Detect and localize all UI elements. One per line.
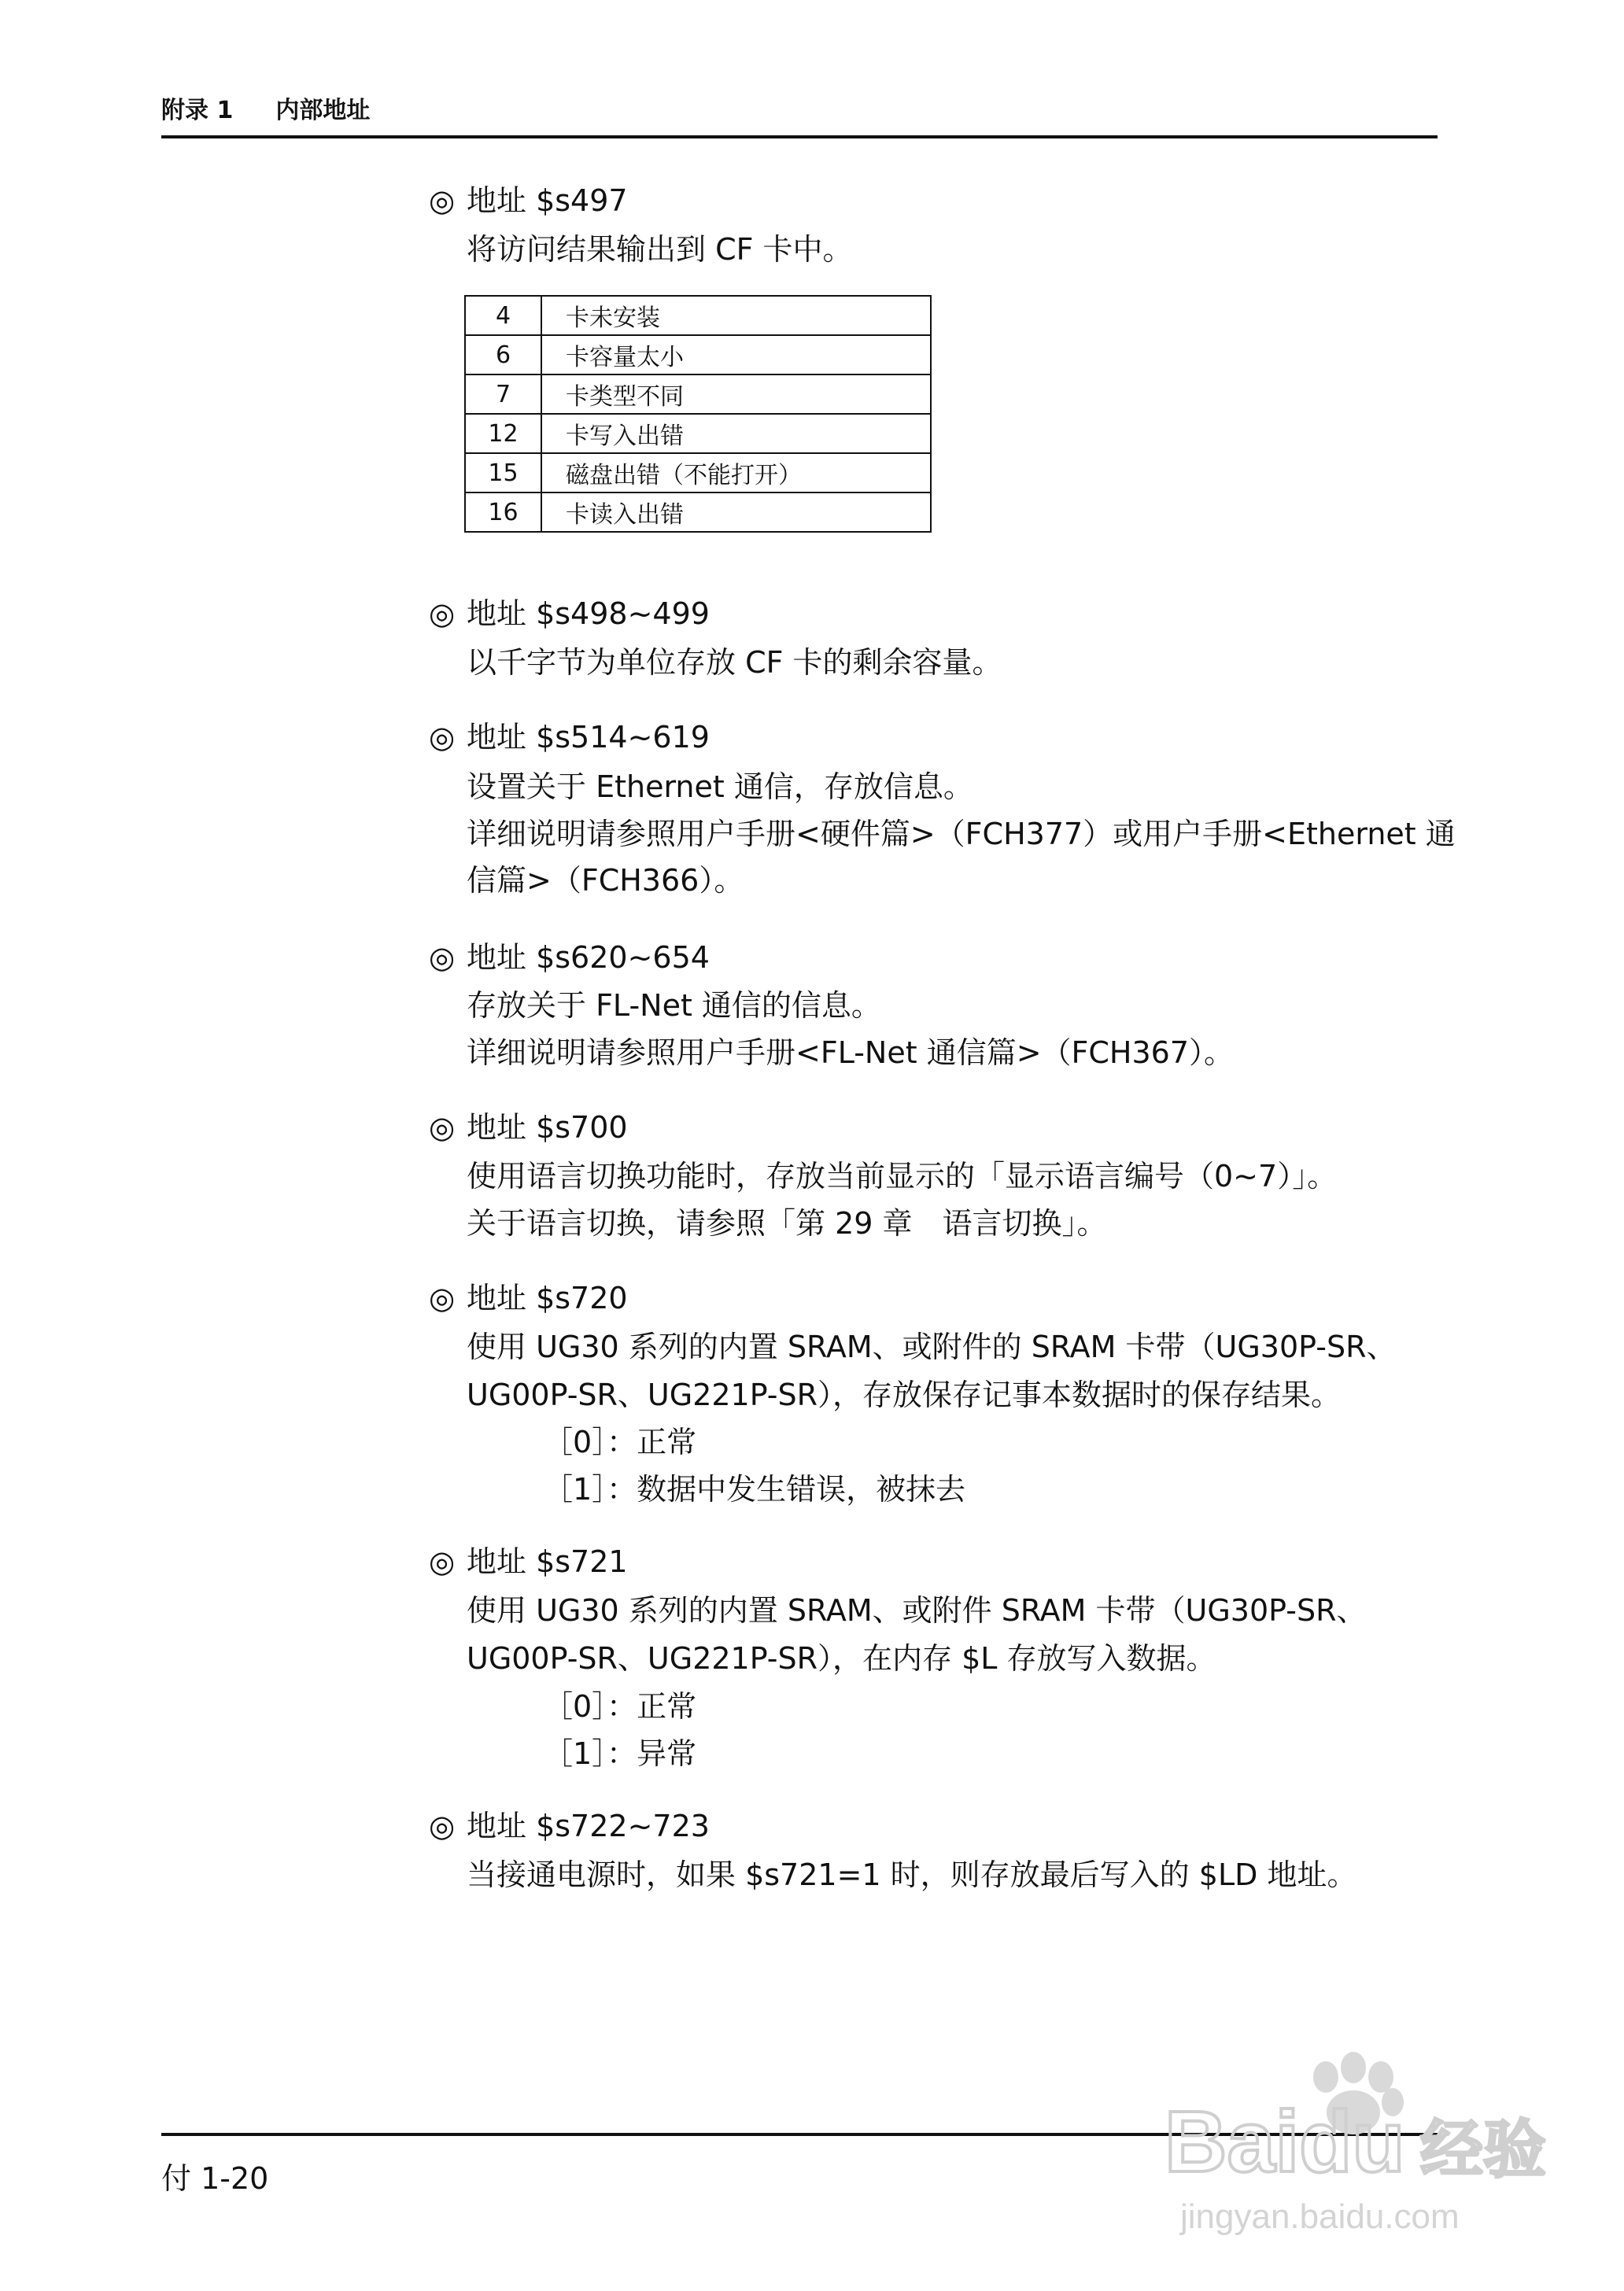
section-title-s722: ◎ 地址 $s722~723 — [429, 1806, 710, 1846]
table-row — [465, 414, 931, 453]
code-cell: 16 — [465, 493, 541, 532]
desc-cell: 卡类型不同 — [541, 374, 931, 414]
table-row — [465, 493, 931, 532]
section-title-s497: ◎ 地址 $s497 — [429, 181, 628, 220]
desc-cell: 卡未安装 — [541, 296, 931, 335]
section-title-s721: ◎ 地址 $s721 — [429, 1542, 628, 1581]
value-line: ［1］：异常 — [543, 1736, 697, 1771]
watermark-brand-cn: 经验 — [1420, 2113, 1546, 2186]
circle-mark-icon: ◎ — [429, 940, 456, 975]
section-text: 详细说明请参照用户手册<FL-Net 通信篇>（FCH367）。 — [467, 1035, 1235, 1070]
code-cell: 12 — [465, 414, 541, 453]
circle-mark-icon: ◎ — [429, 720, 456, 754]
section-text: UG00P-SR、UG221P-SR），在内存 $L 存放写入数据。 — [467, 1641, 1216, 1676]
desc-cell: 卡容量太小 — [541, 335, 931, 374]
section-text: 设置关于 Ethernet 通信，存放信息。 — [467, 769, 973, 804]
cf-result-table — [464, 295, 932, 533]
section-title-s620: ◎ 地址 $s620~654 — [429, 938, 710, 977]
page-number: 付 1-20 — [161, 2161, 269, 2196]
section-title-s514: ◎ 地址 $s514~619 — [429, 718, 710, 757]
code-cell: 6 — [465, 335, 541, 374]
section-text: 关于语言切换，请参照「第 29 章 语言切换」。 — [467, 1206, 1107, 1241]
table-row — [465, 296, 931, 335]
desc-cell: 磁盘出错（不能打开） — [541, 453, 931, 493]
value-line: ［0］：正常 — [543, 1689, 697, 1724]
code-cell: 4 — [465, 296, 541, 335]
circle-mark-icon: ◎ — [429, 1544, 456, 1579]
section-text: 将访问结果输出到 CF 卡中。 — [467, 232, 853, 267]
baidu-watermark-logo — [1157, 2046, 1566, 2250]
section-text: 存放关于 FL-Net 通信的信息。 — [467, 988, 881, 1023]
appendix-label: 附录 1 — [161, 97, 234, 124]
section-title-s720: ◎ 地址 $s720 — [429, 1278, 628, 1318]
section-text: 当接通电源时，如果 $s721=1 时，则存放最后写入的 $LD 地址。 — [467, 1858, 1357, 1892]
desc-cell: 卡读入出错 — [541, 493, 931, 532]
circle-mark-icon: ◎ — [429, 1281, 456, 1315]
circle-mark-icon: ◎ — [429, 1110, 456, 1145]
value-line: ［1］：数据中发生错误，被抹去 — [543, 1472, 966, 1507]
section-text: UG00P-SR、UG221P-SR），存放保存记事本数据时的保存结果。 — [467, 1378, 1342, 1412]
section-title-s498: ◎ 地址 $s498~499 — [429, 594, 710, 633]
section-text: 信篇>（FCH366）。 — [467, 863, 744, 898]
page-header — [161, 90, 370, 125]
section-text: 详细说明请参照用户手册<硬件篇>（FCH377）或用户手册<Ethernet 通 — [467, 817, 1456, 851]
table-row — [465, 374, 931, 414]
section-text: 以千字节为单位存放 CF 卡的剩余容量。 — [467, 645, 1002, 680]
header-rule — [161, 135, 1438, 138]
code-cell: 7 — [465, 374, 541, 414]
value-line: ［0］：正常 — [543, 1425, 697, 1459]
section-text: 使用 UG30 系列的内置 SRAM、或附件 SRAM 卡带（UG30P-SR、 — [467, 1593, 1367, 1628]
circle-mark-icon: ◎ — [429, 596, 456, 631]
section-title-s700: ◎ 地址 $s700 — [429, 1108, 628, 1147]
watermark-brand: Baidu — [1164, 2094, 1405, 2190]
circle-mark-icon: ◎ — [429, 1809, 456, 1843]
watermark-url: jingyan.baidu.com — [1180, 2197, 1460, 2236]
section-text: 使用 UG30 系列的内置 SRAM、或附件的 SRAM 卡带（UG30P-SR、 — [467, 1330, 1397, 1364]
code-cell: 15 — [465, 453, 541, 493]
chapter-title: 内部地址 — [275, 97, 371, 124]
table-row — [465, 335, 931, 374]
table-row — [465, 453, 931, 493]
desc-cell: 卡写入出错 — [541, 414, 931, 453]
circle-mark-icon: ◎ — [429, 183, 456, 218]
section-text: 使用语言切换功能时，存放当前显示的「显示语言编号（0~7）」。 — [467, 1159, 1338, 1193]
